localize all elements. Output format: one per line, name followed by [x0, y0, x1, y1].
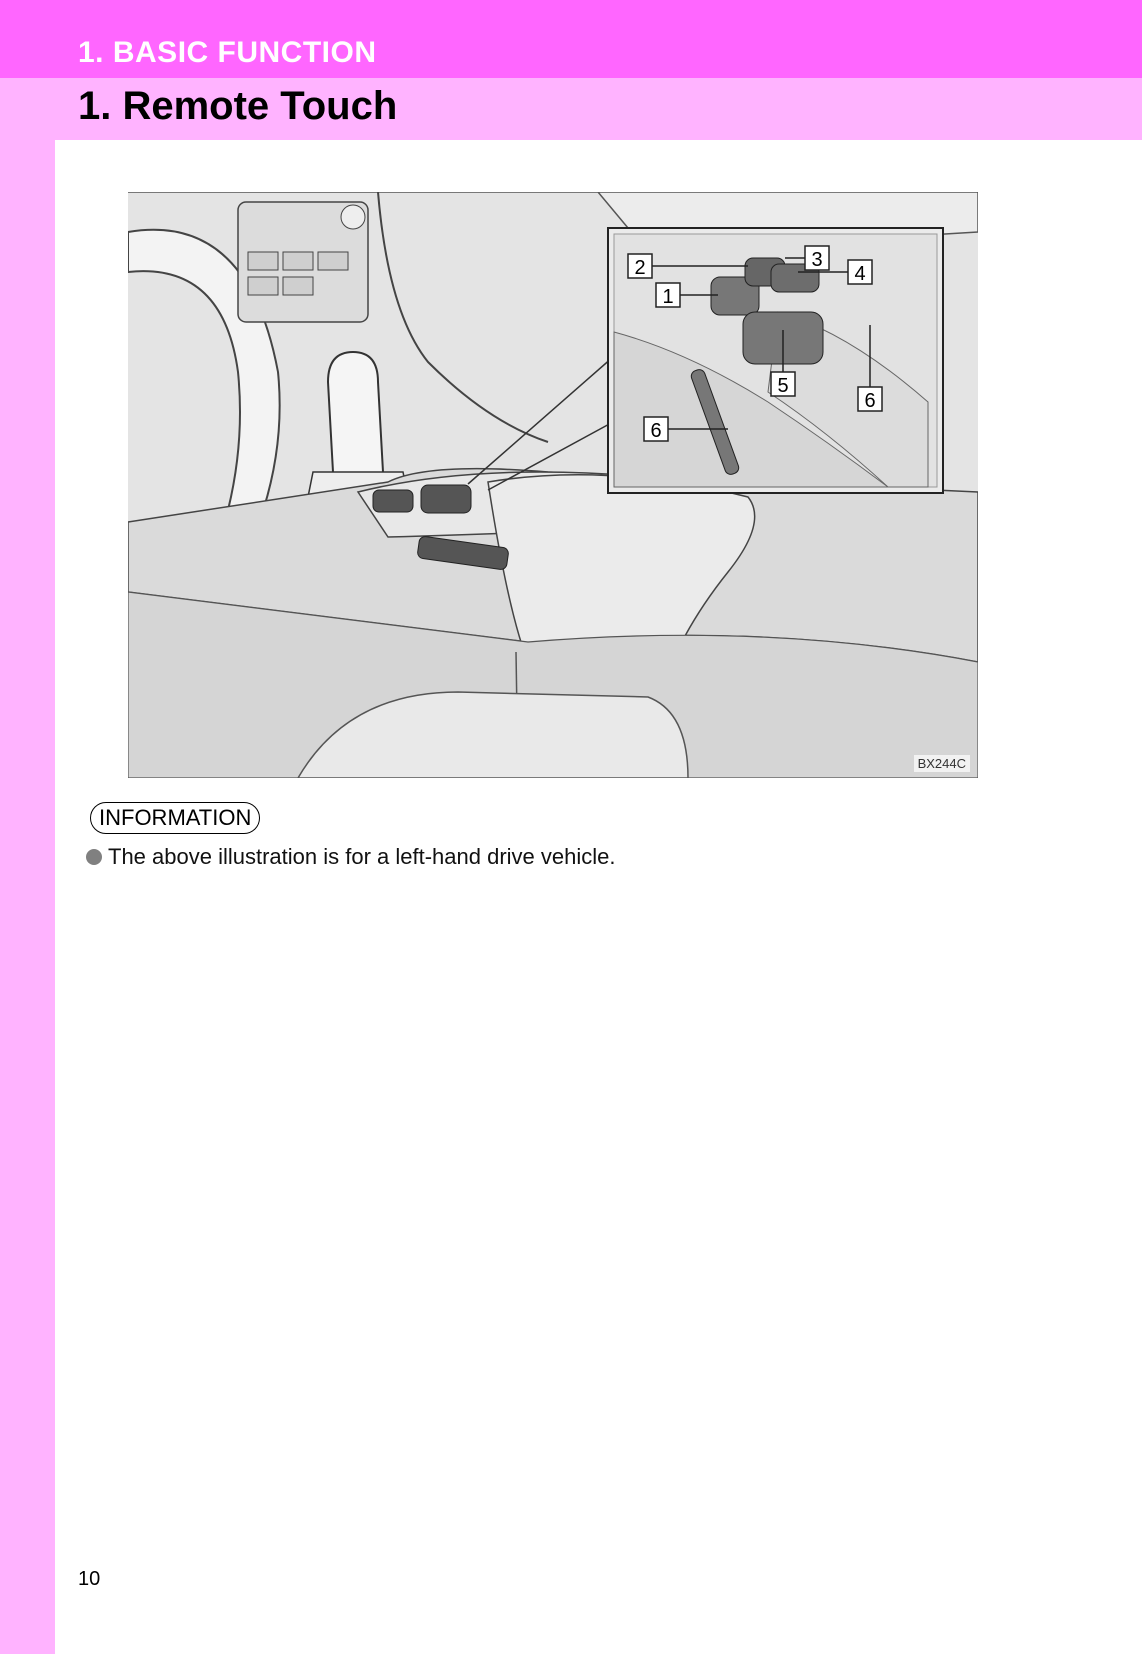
- information-text: The above illustration is for a left-hand drive vehicle.: [108, 844, 616, 869]
- callout-1: [656, 283, 680, 308]
- left-margin-band: [0, 0, 55, 1654]
- bullet-icon: [86, 849, 102, 865]
- svg-text:5: 5: [777, 375, 789, 397]
- callout-6-right: [858, 387, 882, 412]
- page-number: 10: [78, 1568, 101, 1590]
- section-label: 1. BASIC FUNCTION: [78, 36, 377, 69]
- svg-text:6: 6: [650, 420, 662, 442]
- callout-2: [628, 254, 652, 279]
- svg-text:6: 6: [864, 390, 876, 412]
- information-badge: INFORMATION: [90, 802, 260, 834]
- svg-text:3: 3: [811, 249, 823, 271]
- callout-4: [848, 260, 872, 285]
- svg-text:2: 2: [634, 257, 646, 279]
- remote-touch-illustration: [128, 192, 978, 778]
- information-item: [86, 844, 615, 870]
- svg-text:4: 4: [854, 263, 866, 285]
- callout-6-left: [644, 417, 668, 442]
- svg-text:1: 1: [662, 286, 674, 308]
- illustration-drawing: [128, 192, 978, 778]
- callout-5: [771, 372, 795, 397]
- callout-3: [805, 246, 829, 271]
- page-title: 1. Remote Touch: [78, 84, 398, 128]
- figure-code: BX244C: [914, 755, 970, 772]
